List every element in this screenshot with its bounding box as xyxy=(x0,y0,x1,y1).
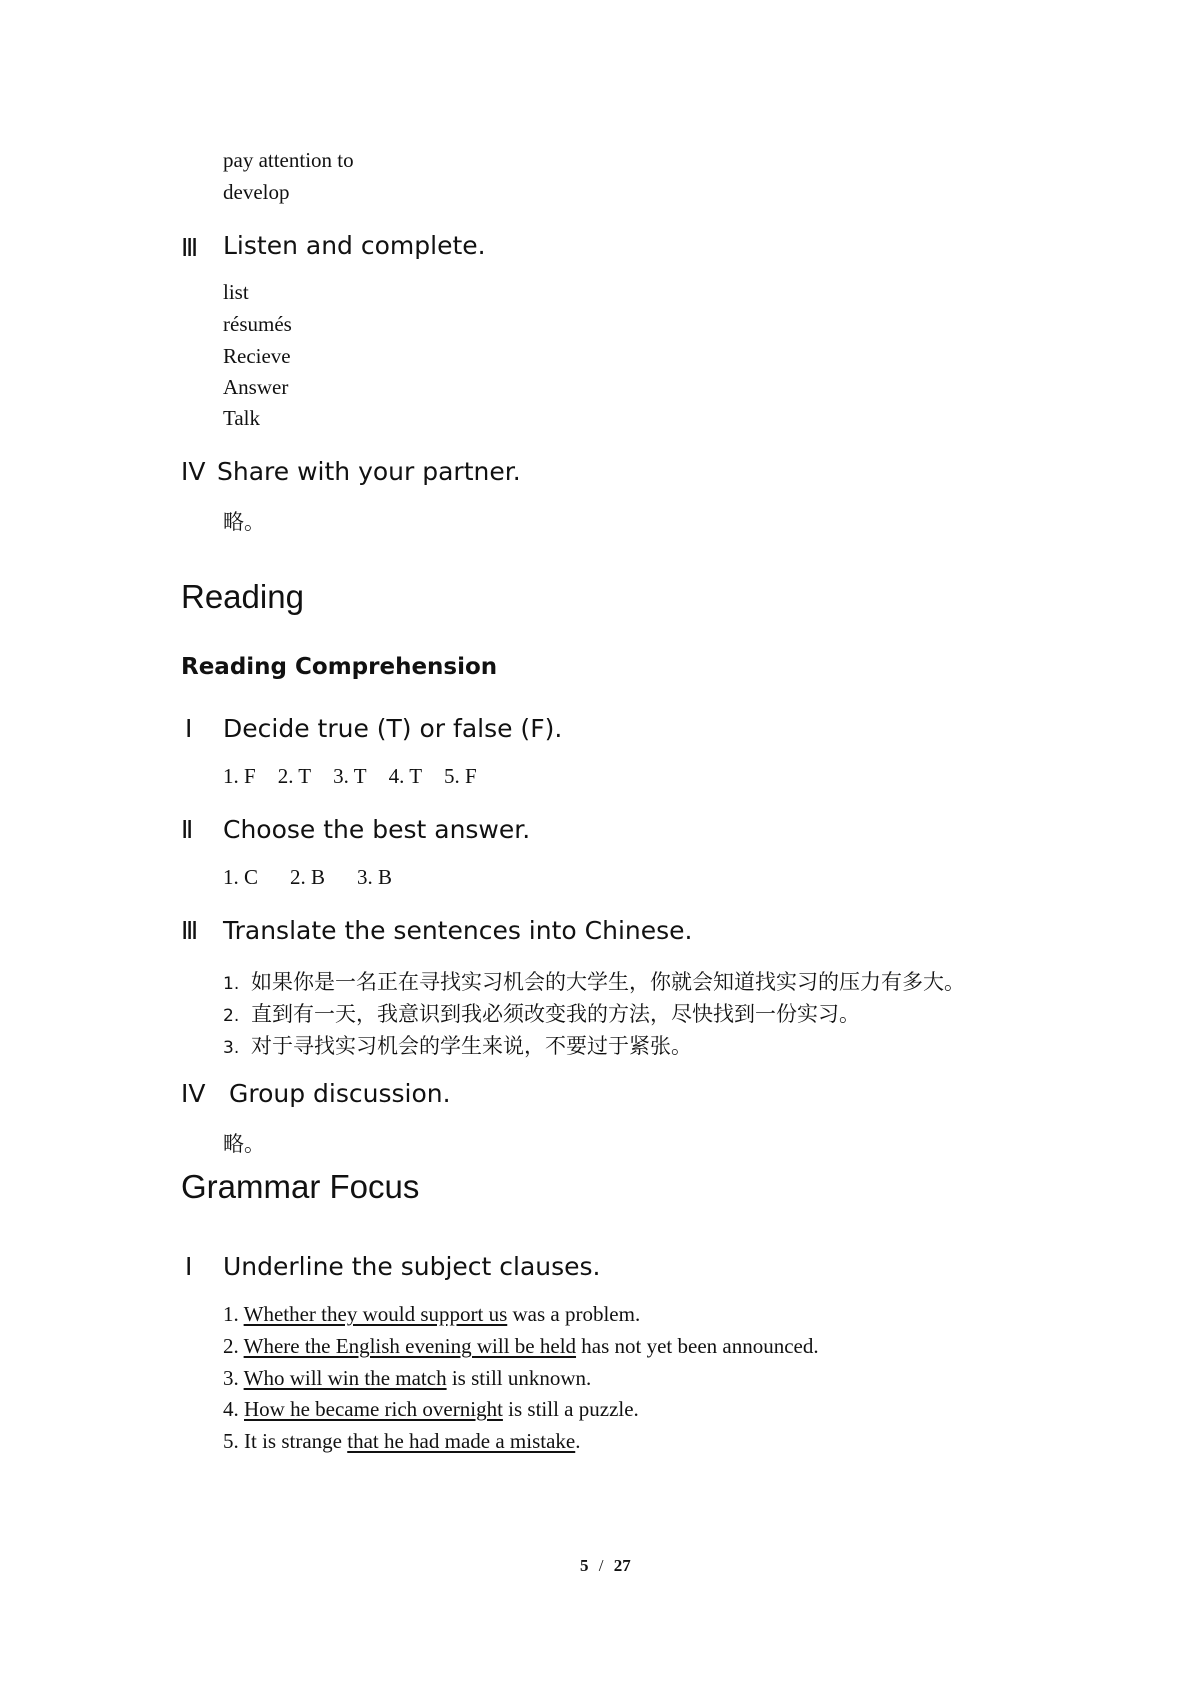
item-post: is still unknown. xyxy=(446,1366,592,1390)
page-number xyxy=(580,1556,631,1576)
answer-item: 3. T xyxy=(333,764,367,788)
item-number: 1. xyxy=(223,1302,239,1326)
item-post: has not yet been announced. xyxy=(576,1334,819,1358)
section-heading: Decide true (T) or false (F). xyxy=(223,714,563,743)
answer-item: 1. F xyxy=(223,764,256,788)
answer-item: 4. T xyxy=(388,764,423,788)
item-number: 5. xyxy=(223,1429,239,1453)
item-number: 1. xyxy=(223,974,240,994)
answer-line: pay attention to xyxy=(223,148,354,172)
answer-line: 略。 xyxy=(223,1132,265,1156)
section-heading: Listen and complete. xyxy=(223,231,486,260)
translation-item xyxy=(223,1030,692,1060)
answer-row-choose xyxy=(223,865,392,890)
answer-item: 2. T xyxy=(277,764,312,788)
section-number: Ⅲ xyxy=(181,916,199,945)
item-post: . xyxy=(575,1429,581,1453)
translation-item xyxy=(223,966,965,996)
section-number: IV xyxy=(181,1079,206,1108)
section-number: IV xyxy=(181,457,206,486)
page-total: 27 xyxy=(613,1556,631,1575)
answer-line: 略。 xyxy=(223,510,265,534)
answer-line: Recieve xyxy=(223,344,291,368)
section-number: Ⅰ xyxy=(185,714,193,743)
item-text: 对于寻找实习机会的学生来说，不要过于紧张。 xyxy=(251,1034,692,1058)
translation-item xyxy=(223,998,860,1028)
answer-item: 5. F xyxy=(444,764,477,788)
section-heading: Group discussion. xyxy=(229,1079,451,1108)
subject-clause: Whether they would support us xyxy=(243,1302,508,1326)
section-title-grammar: Grammar Focus xyxy=(181,1168,420,1205)
page-separator: / xyxy=(598,1556,604,1575)
grammar-item xyxy=(223,1302,640,1327)
item-number: 2. xyxy=(223,1334,239,1358)
item-text: 直到有一天，我意识到我必须改变我的方法，尽快找到一份实习。 xyxy=(251,1002,860,1026)
grammar-item xyxy=(223,1429,580,1454)
subject-clause: Who will win the match xyxy=(243,1366,447,1390)
item-number: 3. xyxy=(223,1038,240,1058)
grammar-item xyxy=(223,1334,819,1359)
subsection-title: Reading Comprehension xyxy=(181,654,498,680)
answer-line: list xyxy=(223,280,249,304)
section-number: Ⅲ xyxy=(181,233,199,262)
item-number: 4. xyxy=(223,1397,239,1421)
subject-clause: that he had made a mistake xyxy=(347,1429,576,1453)
section-number: Ⅰ xyxy=(185,1252,193,1281)
answer-line: Talk xyxy=(223,406,261,430)
item-post: was a problem. xyxy=(507,1302,641,1326)
item-pre: It is strange xyxy=(244,1429,348,1453)
answer-item: 3. B xyxy=(357,865,393,889)
answer-row-tf xyxy=(223,764,477,789)
answer-line: develop xyxy=(223,180,290,204)
section-heading: Share with your partner. xyxy=(217,457,521,486)
item-post: is still a puzzle. xyxy=(502,1397,639,1421)
section-heading: Translate the sentences into Chinese. xyxy=(223,916,693,945)
answer-line: Answer xyxy=(223,375,289,399)
answer-item: 1. C xyxy=(223,865,259,889)
page-current: 5 xyxy=(580,1556,589,1575)
grammar-item xyxy=(223,1397,639,1422)
section-number: Ⅱ xyxy=(181,815,194,844)
section-heading: Choose the best answer. xyxy=(223,815,531,844)
item-text: 如果你是一名正在寻找实习机会的大学生，你就会知道找实习的压力有多大。 xyxy=(251,970,965,994)
answer-line: résumés xyxy=(223,312,292,336)
item-number: 2. xyxy=(223,1006,240,1026)
answer-item: 2. B xyxy=(290,865,326,889)
subject-clause: Where the English evening will be held xyxy=(243,1334,577,1358)
grammar-item xyxy=(223,1366,591,1391)
section-title-reading: Reading xyxy=(181,578,304,615)
section-heading: Underline the subject clauses. xyxy=(223,1252,601,1281)
item-number: 3. xyxy=(223,1366,239,1390)
subject-clause: How he became rich overnight xyxy=(244,1397,503,1421)
